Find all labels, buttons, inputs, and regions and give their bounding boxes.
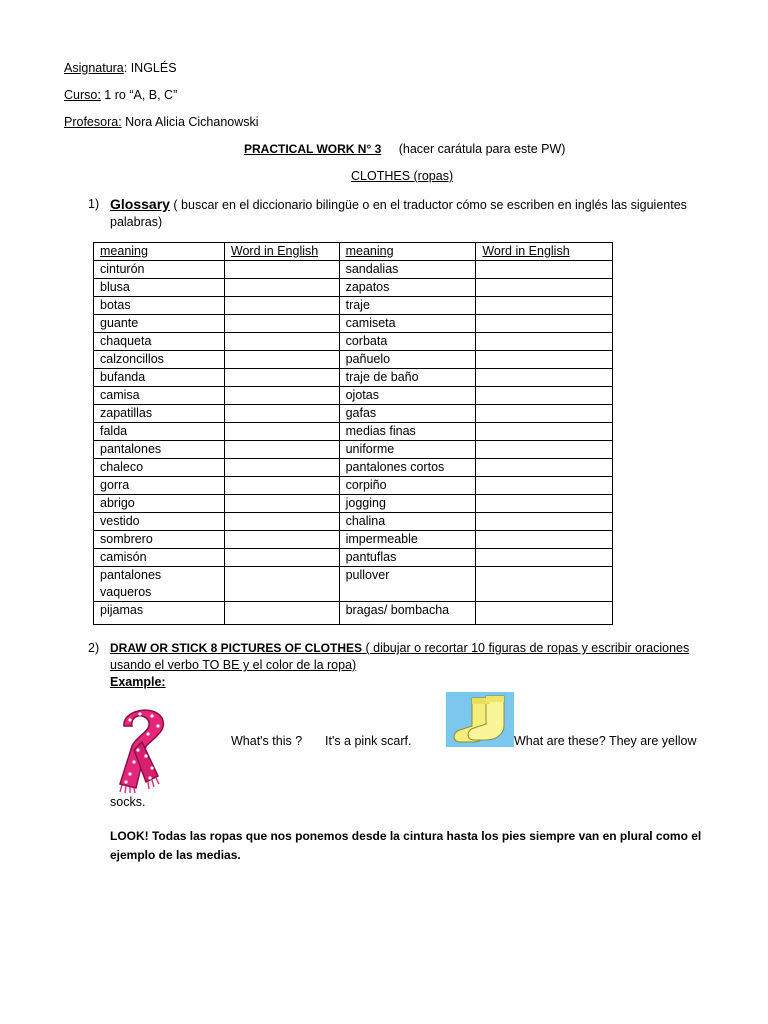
answer-cell[interactable] [476, 495, 613, 513]
table-row [94, 513, 613, 531]
glossary-heading: Glossary [110, 196, 170, 212]
yellow-socks-image [446, 692, 514, 747]
answer-cell[interactable] [476, 279, 613, 297]
meaning-cell: guante [94, 315, 225, 333]
answer-socks-continued: socks. [110, 795, 146, 809]
answer-cell[interactable] [224, 261, 339, 279]
table-row [94, 531, 613, 549]
section1-instruction-1: ( buscar en el diccionario bilingüe o en el traductor cómo se escriben en inglés las siguientes [173, 198, 687, 212]
meaning-cell: botas [94, 297, 225, 315]
meaning-cell: corpiño [339, 477, 476, 495]
table-row [94, 297, 613, 315]
answer-cell[interactable] [476, 441, 613, 459]
meaning-cell: vestido [94, 513, 225, 531]
answer-cell[interactable] [224, 567, 339, 602]
section2-line1 [110, 641, 689, 655]
table-row [94, 441, 613, 459]
section2-number: 2) [88, 641, 100, 655]
meaning-cell: pantalones [94, 441, 225, 459]
section1-number: 1) [88, 197, 100, 211]
meaning-cell: uniforme [339, 441, 476, 459]
header-meaning-2: meaning [339, 243, 476, 261]
teacher-label: Profesora: [64, 115, 122, 129]
table-row [94, 567, 613, 602]
teacher-value: Nora Alicia Cichanowski [121, 115, 259, 129]
answer-cell[interactable] [224, 423, 339, 441]
answer-cell[interactable] [476, 387, 613, 405]
meaning-cell: corbata [339, 333, 476, 351]
meaning-cell: pantuflas [339, 549, 476, 567]
table-row [94, 261, 613, 279]
meaning-cell: camisa [94, 387, 225, 405]
table-row [94, 495, 613, 513]
answer-cell[interactable] [224, 549, 339, 567]
meaning-cell: bufanda [94, 369, 225, 387]
pink-scarf-icon [110, 706, 174, 794]
section2-instruction-2: usando el verbo TO BE y el color de la ropa) [110, 658, 357, 672]
teacher-line [64, 115, 259, 129]
meaning-cell: pijamas [94, 602, 225, 625]
meaning-cell: sandalias [339, 261, 476, 279]
table-row [94, 423, 613, 441]
answer-cell[interactable] [476, 333, 613, 351]
meaning-cell: pañuelo [339, 351, 476, 369]
question-these: What are these? They are yellow [514, 734, 697, 748]
look-note-line2: ejemplo de las medias. [110, 848, 241, 862]
meaning-cell: camiseta [339, 315, 476, 333]
pink-scarf-image [110, 706, 174, 794]
answer-cell[interactable] [476, 351, 613, 369]
answer-scarf: It's a pink scarf. [325, 734, 412, 748]
answer-cell[interactable] [224, 297, 339, 315]
answer-cell[interactable] [476, 549, 613, 567]
title-note: (hacer carátula para este PW) [398, 142, 566, 156]
yellow-socks-icon [446, 692, 514, 747]
course-label: Curso: [64, 88, 101, 102]
meaning-cell: chalina [339, 513, 476, 531]
table-row [94, 315, 613, 333]
meaning-cell: chaqueta [94, 333, 225, 351]
table-row [94, 369, 613, 387]
section2-heading: DRAW OR STICK 8 PICTURES OF CLOTHES [110, 641, 363, 655]
answer-cell[interactable] [224, 495, 339, 513]
meaning-cell: pantalones cortos [339, 459, 476, 477]
answer-cell[interactable] [476, 261, 613, 279]
table-header-row [94, 243, 613, 261]
meaning-cell: pantalones vaqueros [94, 567, 225, 602]
example-label: Example: [110, 675, 166, 689]
question-this: What's this ? [231, 734, 303, 748]
meaning-cell: bragas/ bombacha [339, 602, 476, 625]
meaning-cell: blusa [94, 279, 225, 297]
answer-cell[interactable] [476, 423, 613, 441]
meaning-cell: traje de baño [339, 369, 476, 387]
table-row [94, 333, 613, 351]
topic-title: CLOTHES (ropas) [351, 169, 454, 183]
section1-instruction-2: palabras) [110, 215, 163, 229]
answer-cell[interactable] [224, 602, 339, 625]
answer-cell[interactable] [224, 441, 339, 459]
meaning-cell: pullover [339, 567, 476, 602]
meaning-cell: chaleco [94, 459, 225, 477]
meaning-cell: medias finas [339, 423, 476, 441]
meaning-cell: sombrero [94, 531, 225, 549]
answer-cell[interactable] [476, 477, 613, 495]
table-row [94, 279, 613, 297]
course-line [64, 88, 177, 102]
meaning-cell: gorra [94, 477, 225, 495]
meaning-cell: jogging [339, 495, 476, 513]
header-english-2: Word in English [476, 243, 613, 261]
answer-cell[interactable] [224, 459, 339, 477]
answer-cell[interactable] [224, 477, 339, 495]
meaning-cell: ojotas [339, 387, 476, 405]
answer-cell[interactable] [224, 315, 339, 333]
course-value: 1 ro “A, B, C” [100, 88, 178, 102]
table-row [94, 351, 613, 369]
subject-value: : INGLÉS [123, 61, 177, 75]
answer-cell[interactable] [476, 297, 613, 315]
meaning-cell: calzoncillos [94, 351, 225, 369]
answer-cell[interactable] [224, 387, 339, 405]
answer-cell[interactable] [476, 405, 613, 423]
subject-label: Asignatura [64, 61, 124, 75]
answer-cell[interactable] [476, 369, 613, 387]
answer-cell[interactable] [476, 459, 613, 477]
table-row [94, 459, 613, 477]
header-english-1: Word in English [224, 243, 339, 261]
meaning-cell: camisón [94, 549, 225, 567]
meaning-cell: abrigo [94, 495, 225, 513]
meaning-cell: cinturón [94, 261, 225, 279]
meaning-cell: traje [339, 297, 476, 315]
table-row [94, 549, 613, 567]
answer-cell[interactable] [224, 405, 339, 423]
answer-cell[interactable] [224, 369, 339, 387]
header-meaning-1: meaning [94, 243, 225, 261]
table-row [94, 602, 613, 625]
meaning-cell: gafas [339, 405, 476, 423]
answer-cell[interactable] [476, 567, 613, 602]
answer-cell[interactable] [224, 351, 339, 369]
answer-cell[interactable] [476, 531, 613, 549]
answer-cell[interactable] [224, 333, 339, 351]
glossary-table [93, 242, 613, 625]
table-row [94, 387, 613, 405]
answer-cell[interactable] [224, 531, 339, 549]
table-row [94, 405, 613, 423]
answer-cell[interactable] [476, 602, 613, 625]
answer-cell[interactable] [224, 513, 339, 531]
answer-cell[interactable] [476, 513, 613, 531]
meaning-cell: zapatos [339, 279, 476, 297]
title-line [244, 142, 565, 156]
section2-instruction-1: ( dibujar o recortar 10 figuras de ropas y escribir oraciones [362, 641, 690, 655]
meaning-cell: zapatillas [94, 405, 225, 423]
meaning-cell: falda [94, 423, 225, 441]
subject-line [64, 61, 177, 75]
answer-cell[interactable] [224, 279, 339, 297]
answer-cell[interactable] [476, 315, 613, 333]
table-row [94, 477, 613, 495]
meaning-cell: impermeable [339, 531, 476, 549]
page-title: PRACTICAL WORK N° 3 [244, 142, 382, 156]
section1-line1 [110, 196, 687, 212]
look-note-line1: LOOK! Todas las ropas que nos ponemos desde la cintura hasta los pies siempre van en plural como el [110, 829, 702, 843]
